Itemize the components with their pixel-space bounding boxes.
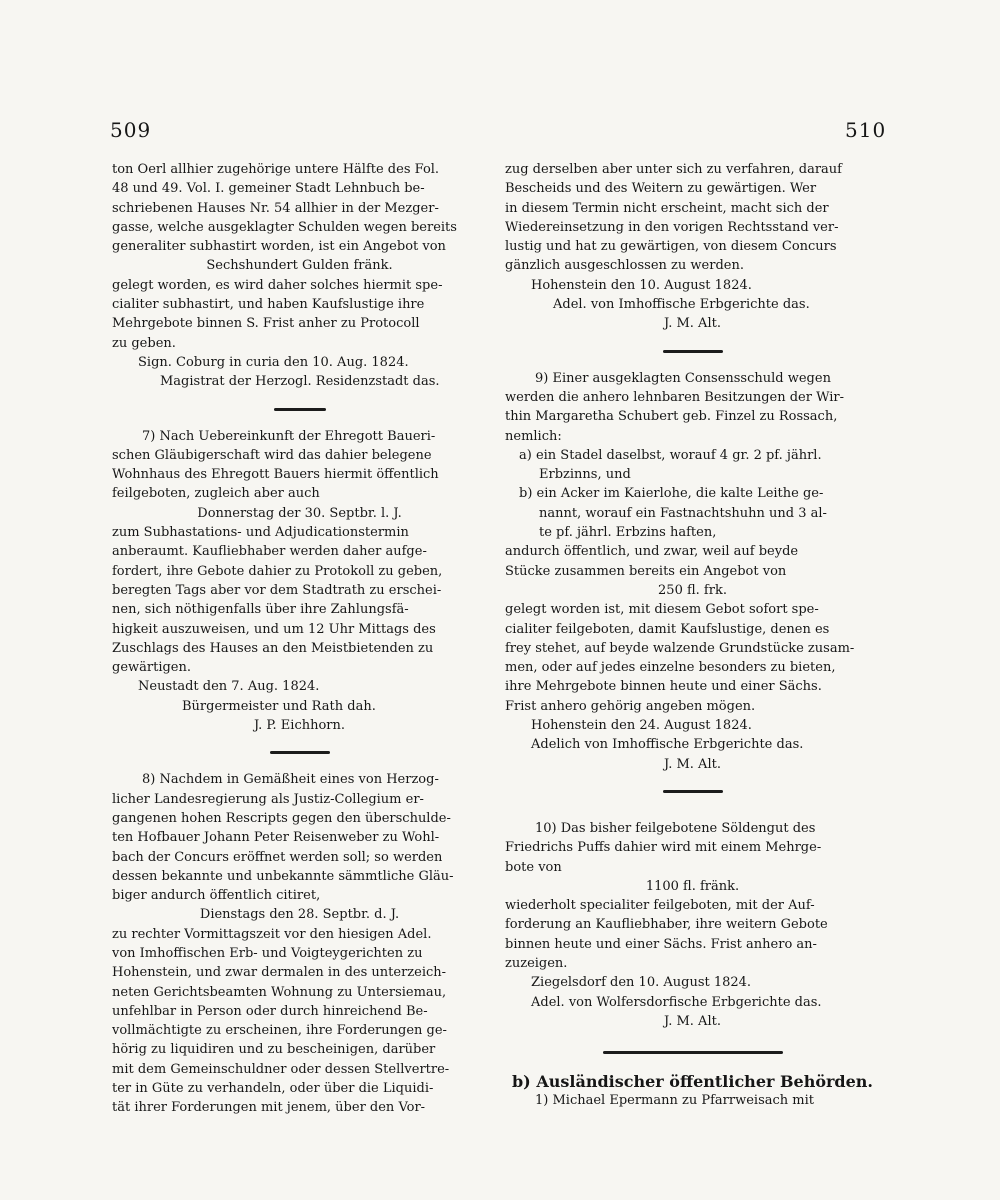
place-line: Hohenstein den 10. August 1824. (531, 277, 752, 293)
notice-8-line: unfehlbar in Person oder durch hinreichend Be- (112, 1003, 428, 1019)
notice-10-line: wiederholt specialiter feilgeboten, mit der Auf- (505, 898, 815, 914)
notice-10-line: binnen heute und einer Sächs. Frist anhero an- (505, 936, 817, 952)
notice-8-line: neten Gerichtsbeamten Wohnung zu Untersiemau, (112, 984, 447, 1000)
notice-7-line: fordert, ihre Gebote dahier zu Protokoll zu geben, (112, 563, 443, 579)
notice-9-line: cialiter feilgeboten, damit Kaufslustige, denen es (505, 621, 830, 637)
notice-9-signatory: J. M. Alt. (664, 756, 721, 772)
notice-7-date: Donnerstag der 30. Septbr. l. J. (197, 505, 402, 521)
separator-rule (274, 408, 326, 411)
notice-9-line: gelegt worden ist, mit diesem Gebot sofort spe- (505, 602, 819, 618)
notice-7-line: schen Gläubigerschaft wird das dahier belegene (112, 447, 432, 463)
notice-8-line: hörig zu liquidiren und zu bescheinigen, darüber (112, 1042, 436, 1058)
text-line: Bescheids und des Weitern zu gewärtigen. Wer (505, 181, 817, 197)
left-column (112, 160, 487, 1118)
notice-8-line: zu rechter Vormittagszeit vor den hiesigen Adel. (112, 926, 432, 942)
notice-9-line: thin Margaretha Schubert geb. Finzel zu Rossach, (505, 409, 838, 425)
notice-8-line: bach der Concurs eröffnet werden soll; so werden (112, 849, 443, 865)
text-line: gelegt worden, es wird daher solches hiermit spe- (112, 277, 443, 293)
notice-8-line: 8) Nachdem in Gemäßheit eines von Herzog- (142, 772, 439, 788)
notice-8-line: Hohenstein, und zwar dermalen in des unterzeich- (112, 965, 447, 981)
notice-9-place: Hohenstein den 24. August 1824. (531, 718, 752, 734)
notice-7-line: anberaumt. Kaufliebhaber werden daher aufge- (112, 544, 427, 560)
notice-8-line: dessen bekannte und unbekannte sämmtliche Gläu- (112, 868, 454, 884)
notice-10-amount: 1100 fl. fränk. (645, 878, 740, 894)
signature-place: Sign. Coburg in curia den 10. Aug. 1824. (138, 354, 409, 370)
notice-9-item-b: nannt, worauf ein Fastnachtshuhn und 3 al- (539, 505, 827, 521)
text-line: generaliter subhastirt worden, ist ein Angebot von (112, 239, 446, 255)
notice-9-authority: Adelich von Imhoffische Erbgerichte das. (531, 737, 804, 753)
separator-rule (663, 350, 723, 353)
notice-9-line: Frist anhero gehörig angeben mögen. (505, 698, 756, 714)
section-first-line: 1) Michael Epermann zu Pfarrweisach mit (535, 1093, 814, 1109)
notice-9-line: Stücke zusammen bereits ein Angebot von (505, 563, 787, 579)
notice-9-line: nemlich: (505, 428, 562, 444)
notice-10-line: 10) Das bisher feilgebotene Söldengut des (535, 820, 816, 836)
notice-10-line: zuzeigen. (505, 955, 568, 971)
notice-8-line: vollmächtigte zu erscheinen, ihre Forderungen ge- (112, 1023, 447, 1039)
notice-10-authority: Adel. von Wolfersdorfische Erbgerichte das. (531, 994, 822, 1010)
text-line: gasse, welche ausgeklagter Schulden wegen bereits (112, 219, 457, 235)
notice-8-line: ter in Güte zu verhandeln, oder über die Liquidi- (112, 1081, 434, 1097)
notice-9-item-b: b) ein Acker im Kaierlohe, die kalte Leithe ge- (519, 486, 824, 502)
section-heading: b) Ausländischer öffentlicher Behörden. (511, 1072, 873, 1092)
amount-line: Sechshundert Gulden fränk. (206, 258, 393, 274)
notice-10-place: Ziegelsdorf den 10. August 1824. (531, 975, 752, 991)
notice-9-line: werden die anhero lehnbaren Besitzungen der Wir- (505, 389, 844, 405)
notice-7-line: 7) Nach Uebereinkunft der Ehregott Baueri- (142, 428, 436, 444)
page-number-right: 510 (845, 118, 887, 142)
notice-7-authority: Bürgermeister und Rath dah. (182, 698, 376, 714)
notice-7-line: gewärtigen. (112, 660, 192, 676)
notice-8-line: tät ihrer Forderungen mit jenem, über den Vor- (112, 1100, 426, 1116)
text-line: schriebenen Hauses Nr. 54 allhier in der Mezger- (112, 200, 439, 216)
notice-9-item-b: te pf. jährl. Erbzins haften, (539, 525, 717, 541)
text-line: gänzlich ausgeschlossen zu werden. (505, 258, 744, 274)
notice-8-line: mit dem Gemeinschuldner oder dessen Stellvertre- (112, 1061, 450, 1077)
authority-line: Adel. von Imhoffische Erbgerichte das. (553, 297, 810, 313)
text-line: in diesem Termin nicht erscheint, macht sich der (505, 200, 829, 216)
text-line: ton Oerl allhier zugehörige untere Hälfte des Fol. (112, 162, 440, 177)
text-line: lustig und hat zu gewärtigen, von diesem Concurs (505, 239, 837, 255)
text-line: zu geben. (112, 335, 176, 351)
notice-9-line: ihre Mehrgebote binnen heute und einer Sächs. (505, 679, 822, 695)
separator-rule (270, 751, 330, 754)
page-number-left: 509 (110, 118, 152, 142)
notice-9-item-a: Erbzinns, und (539, 467, 631, 483)
notice-9-amount: 250 fl. frk. (658, 582, 727, 598)
notice-8-line: ten Hofbauer Johann Peter Reisenweber zu Wohl- (112, 830, 440, 846)
notice-7-line: feilgeboten, zugleich aber auch (112, 486, 320, 502)
notice-7-place: Neustadt den 7. Aug. 1824. (138, 679, 320, 695)
notice-8-line: gangenen hohen Rescripts gegen den überschulde- (112, 810, 451, 826)
spacer (505, 809, 880, 819)
notice-7-line: Zuschlags des Hauses an den Meistbietenden zu (112, 640, 434, 656)
right-column (505, 160, 880, 1111)
notice-9-line: andurch öffentlich, und zwar, weil auf beyde (505, 544, 799, 560)
text-line: zug derselben aber unter sich zu verfahren, darauf (505, 162, 842, 177)
notice-7-line: higkeit auszuweisen, und um 12 Uhr Mittags des (112, 621, 436, 637)
notice-7-line: nen, sich nöthigenfalls über ihre Zahlungsfä- (112, 602, 409, 618)
section-rule (603, 1051, 783, 1054)
notice-9-item-a: a) ein Stadel daselbst, worauf 4 gr. 2 pf. jährl. (519, 447, 822, 463)
notice-10-line: Friedrichs Puffs dahier wird mit einem Mehrge- (505, 840, 822, 856)
notice-9-line: men, oder auf jedes einzelne besonders zu bieten, (505, 660, 836, 676)
notice-8-line: biger andurch öffentlich citiret, (112, 888, 321, 904)
separator-rule (663, 790, 723, 793)
notice-7-signatory: J. P. Eichhorn. (253, 718, 346, 734)
notice-8-line: von Imhoffischen Erb- und Voigteygerichten zu (112, 945, 423, 961)
notice-7-line: zum Subhastations- und Adjudicationstermin (112, 525, 409, 541)
notice-9-line: frey stehet, auf beyde walzende Grundstücke zusam- (505, 640, 855, 656)
notice-8-date: Dienstags den 28. Septbr. d. J. (199, 907, 400, 923)
notice-8-line: licher Landesregierung als Justiz-Collegium er- (112, 791, 424, 807)
text-line: 48 und 49. Vol. I. gemeiner Stadt Lehnbuch be- (112, 181, 425, 197)
notice-9-line: 9) Einer ausgeklagten Consensschuld wegen (535, 370, 831, 386)
notice-7-line: Wohnhaus des Ehregott Bauers hiermit öffentlich (112, 467, 439, 483)
signatory-line: J. M. Alt. (664, 316, 721, 332)
text-line: Mehrgebote binnen S. Frist anher zu Protocoll (112, 316, 420, 332)
text-line: cialiter subhastirt, und haben Kaufslustige ihre (112, 297, 425, 313)
notice-10-line: bote von (505, 859, 562, 875)
authority-line: Magistrat der Herzogl. Residenzstadt das. (160, 374, 440, 390)
notice-7-line: beregten Tags aber vor dem Stadtrath zu erschei- (112, 582, 442, 598)
notice-10-line: forderung an Kaufliebhaber, ihre weitern Gebote (505, 917, 828, 933)
text-line: Wiedereinsetzung in den vorigen Rechtsstand ver- (505, 219, 839, 235)
notice-10-signatory: J. M. Alt. (664, 1013, 721, 1029)
